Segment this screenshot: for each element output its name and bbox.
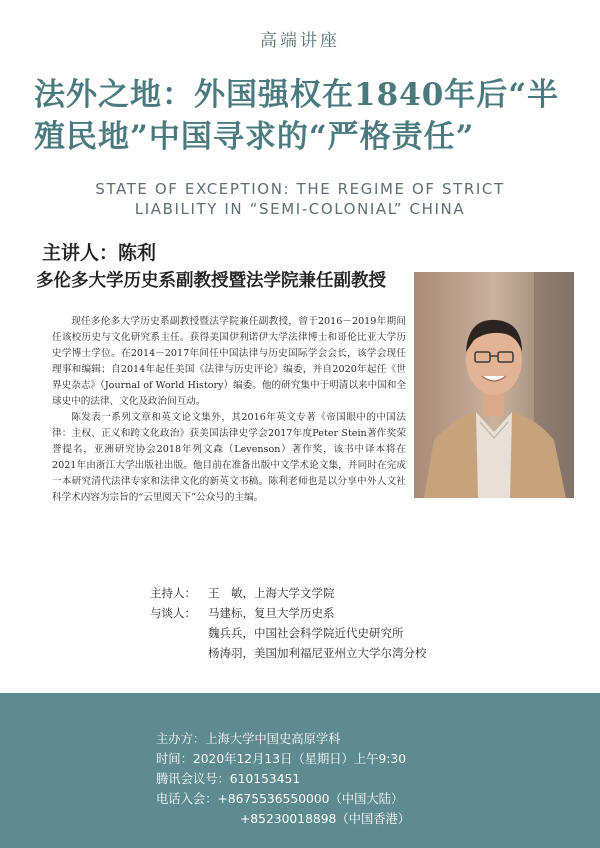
participants-list (150, 583, 550, 663)
speaker-biography (52, 314, 406, 506)
series-label: 高端讲座 (260, 31, 340, 51)
host-name: 王 敏，上海大学文学院 (208, 586, 335, 600)
title-en-line-1: STATE OF EXCEPTION: THE REGIME OF STRICT (95, 180, 505, 198)
lecture-title-english (0, 179, 600, 219)
title-en-line-2: LIABILITY IN “SEMI-COLONIAL” CHINA (134, 200, 466, 218)
event-time: 时间：2020年12月13日（星期日）上午9:30 (156, 752, 407, 766)
discussant-name: 马建标，复旦大学历史系 (208, 606, 335, 620)
tencent-meeting-id: 腾讯会议号：610153451 (156, 772, 301, 786)
event-info (156, 729, 576, 829)
speaker-name: 主讲人：陈利 (42, 242, 157, 264)
organizer: 主办方：上海大学中国史高原学科 (156, 732, 341, 746)
lecture-title-chinese: 法外之地：外国强权在1840年后“半殖民地”中国寻求的“严格责任” (34, 77, 560, 155)
host-row (150, 583, 550, 603)
discussant-name: 魏兵兵，中国社会科学院近代史研究所 (208, 626, 404, 640)
event-info-footer (0, 693, 600, 848)
bio-paragraph-2: 陈发表一系列文章和英文论文集外，其2016年英文专著《帝国眼中的中国法律：主权、正义和跨文化政治》获美国法律史学会2017年度Peter Stein著作奖荣誉提名，亚洲研究协会2018年列文森（Levenson）著作奖，该书中译本将在2021年由浙江大学出版社出版。他目前在准备出版中文学术论文集，并同时在完成一本研究清代法律专家和法律文化的新英文书稿。陈利老师也是以分享中外人文社科学术内容为宗旨的“云里阅天下”公众号的主编。 (52, 412, 406, 503)
dial-in-phone-hongkong: +85230018898（中国香港） (240, 812, 411, 826)
speaker-photo (414, 272, 574, 498)
speaker-position: 多伦多大学历史系副教授暨法学院兼任副教授 (36, 271, 386, 291)
bio-paragraph-1: 现任多伦多大学历史系副教授暨法学院兼任副教授，曾于2016－2019年期间任该校历史与文化研究系主任。获得美国伊利诺伊大学法律博士和哥伦比亚大学历史学博士学位。在2014－2017年间任中国法律与历史国际学会会长，该学会现任理事和编辑；自2014年起任美国《法律与历史评论》编委，并自2020年起任《世界史杂志》（Journal of World History）编委。他的研究集中于明清以来中国和全球史中的法律、文化及政治间互动。 (52, 316, 406, 407)
host-role-label: 主持人： (150, 586, 196, 600)
dial-in-phone-mainland: 电话入会：+8675536550000（中国大陆） (156, 792, 404, 806)
discussant-role-label: 与谈人： (150, 606, 196, 620)
discussant-row (150, 603, 550, 623)
speaker-portrait-illustration (414, 272, 574, 498)
discussant-name: 杨涛羽，美国加利福尼亚州立大学尔湾分校 (208, 646, 427, 660)
discussant-row (150, 643, 550, 663)
discussant-row (150, 623, 550, 643)
